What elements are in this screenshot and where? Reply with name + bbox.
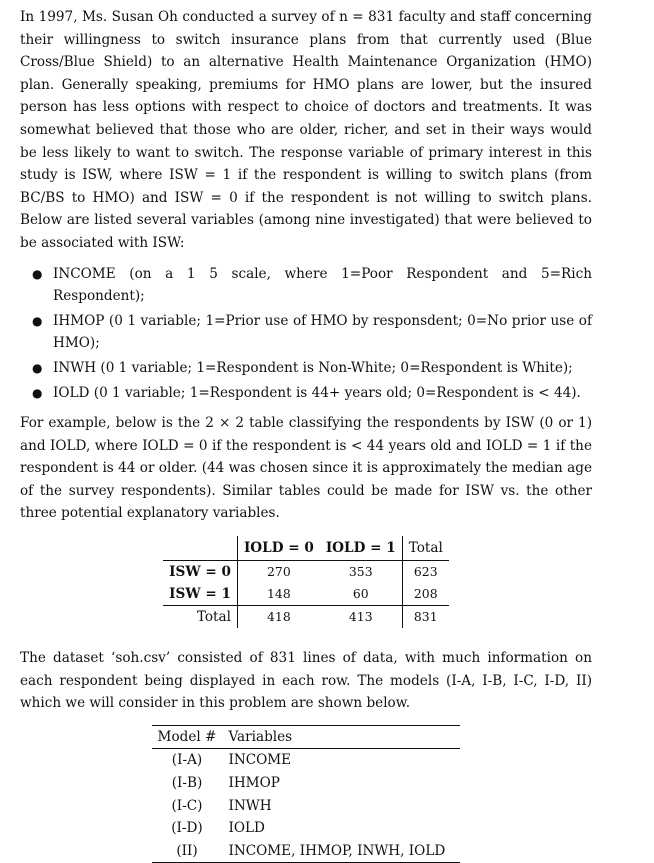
table-cell: 353: [348, 564, 373, 580]
table-cell: 418: [237, 606, 319, 629]
table-header-row: [163, 536, 449, 561]
table-row: [152, 795, 461, 818]
table-header-row: [152, 725, 461, 749]
table-row: [152, 840, 461, 863]
list-item: ● IHMOP (0 1 variable; 1=Prior use of HMO by responsdent; 0=No prior use of HMO);: [20, 310, 592, 355]
list-item: ● INWH (0 1 variable; 1=Respondent is Non-White; 0=Respondent is White);: [20, 357, 592, 380]
dataset-paragraph: The dataset ‘soh.csv’ consisted of 831 lines of data, with much information on each respondent being displayed in each row. The models (I-A, I-B, I-C, I-D, II) which we will consider in this problem are shown below.: [20, 650, 592, 712]
table-cell: 413: [320, 606, 402, 629]
model-id: (I-C): [171, 797, 203, 814]
model-id: (I-B): [171, 775, 203, 792]
model-variables: IHMOP: [228, 775, 280, 792]
table-cell: 270: [237, 561, 319, 584]
table-cell: 208: [402, 583, 449, 606]
row-label: ISW = 1: [169, 586, 231, 603]
column-header: Variables: [222, 725, 460, 749]
models-table: [152, 725, 461, 863]
table-row: [152, 749, 461, 772]
table-cell: 831: [402, 606, 449, 629]
table-row: [163, 583, 449, 606]
list-item: ● IOLD (0 1 variable; 1=Respondent is 44+ years old; 0=Respondent is < 44).: [20, 382, 592, 405]
table-cell: 60: [352, 586, 369, 602]
table-row: [163, 606, 449, 629]
table-row: [163, 561, 449, 584]
model-id: (I-A): [171, 752, 203, 769]
bullet-icon: ●: [32, 360, 43, 375]
table-cell: 148: [237, 583, 319, 606]
column-header: Model #: [152, 725, 223, 749]
column-header: IOLD = 0: [237, 536, 319, 561]
bullet-icon: ●: [32, 385, 43, 400]
table-row: [152, 817, 461, 840]
bullet-icon: ●: [32, 266, 43, 281]
variable-list: [20, 263, 592, 405]
model-variables: INCOME: [228, 752, 292, 769]
model-id: (I-D): [171, 820, 203, 837]
list-item: ● INCOME (on a 1 5 scale, where 1=Poor Respondent and 5=Rich Respondent);: [20, 263, 592, 308]
column-header: Total: [402, 536, 449, 561]
intro-paragraph: In 1997, Ms. Susan Oh conducted a survey of n = 831 faculty and staff concerning their willingness to switch insurance plans from that currently used (Blue Cross/Blue Shield) to an alternative Health Maintenance Organization (HMO) plan. Generally speaking, premiums for HMO plans are lower, but the insured person has less options with respect to choice of doctors and treatments. It was somewhat believed that those who are older, richer, and set in their ways would be less likely to want to switch. The response variable of primary interest in this study is ISW, where ISW = 1 if the respondent is willing to switch plans (from BC/BS to HMO) and ISW = 0 if the respondent is not willing to switch plans. Below are listed several variables (among nine investigated) that were believed to be associated with ISW:: [20, 9, 592, 251]
model-id: (II): [176, 842, 198, 859]
row-label: ISW = 0: [169, 564, 231, 581]
model-variables: IOLD: [228, 820, 265, 837]
table-row: [152, 772, 461, 795]
crosstab-table: [163, 536, 449, 628]
bullet-icon: ●: [32, 313, 43, 328]
row-label: Total: [163, 606, 237, 629]
document-page: [20, 6, 592, 863]
column-header: IOLD = 1: [320, 536, 402, 561]
table-cell: 623: [402, 561, 449, 584]
model-variables: INWH: [228, 797, 272, 814]
model-variables: INCOME, IHMOP, INWH, IOLD: [228, 842, 446, 859]
example-paragraph: For example, below is the 2 × 2 table classifying the respondents by ISW (0 or 1) and IOLD, where IOLD = 0 if the respondent is < 44 years old and IOLD = 1 if the respondent is 44 or older. (44 was chosen since it is approximately the median age of the survey respondents). Similar tables could be made for ISW vs. the other three potential explanatory variables.: [20, 415, 592, 522]
